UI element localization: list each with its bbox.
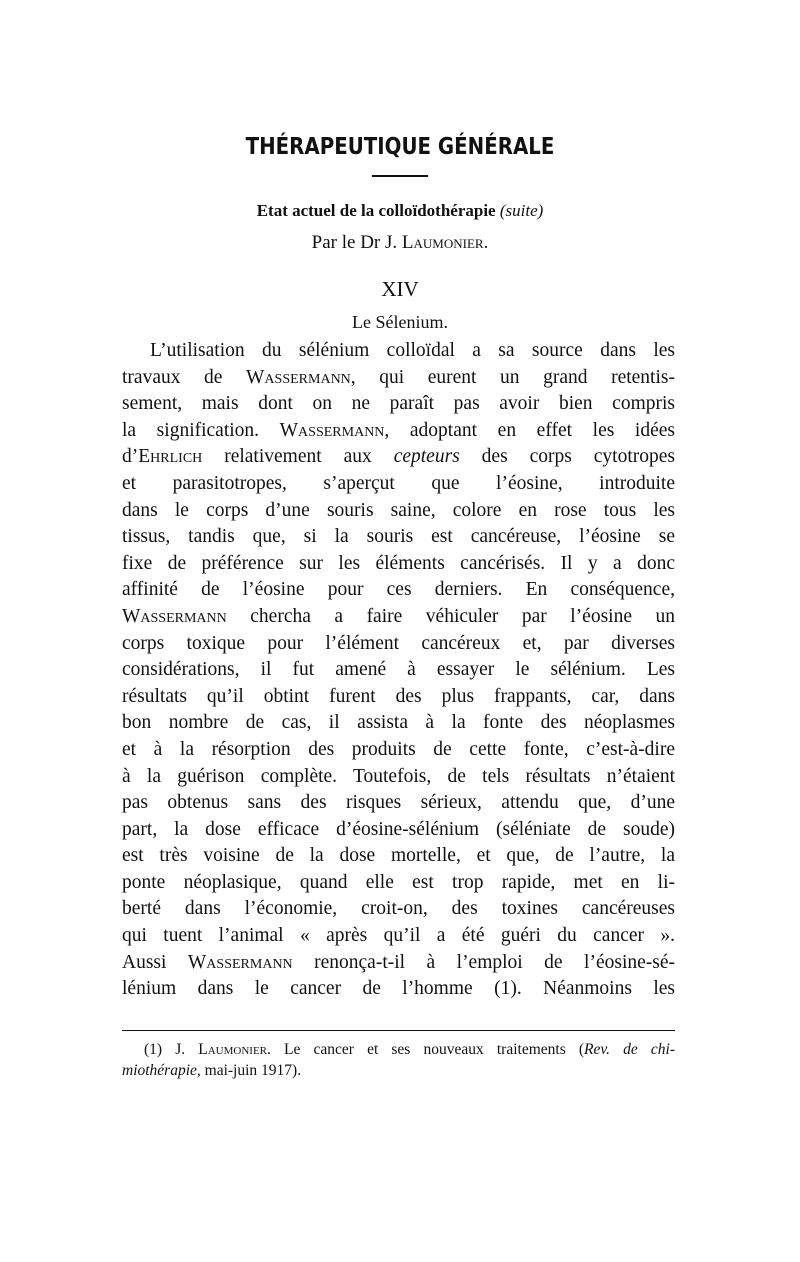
running-title: THÉRAPEUTIQUE GÉNÉRALE: [245, 134, 555, 160]
text-line: à la guérison complète. Toutefois, de tels résultats n’étaient: [122, 765, 675, 787]
footnote-author: Laumonier.: [198, 1041, 271, 1058]
text-line: est très voisine de la dose mortelle, et que, de l’autre, la: [122, 845, 675, 867]
title-rule: [372, 175, 428, 177]
text-line: tissus, tandis que, si la souris est cancéreuse, l’éosine se: [122, 526, 675, 548]
text-line: qui tuent l’animal « après qu’il a été guéri du cancer ».: [122, 925, 675, 947]
footnote-rule: [122, 1030, 675, 1031]
text-line: lénium dans le cancer de l’homme (1). Néanmoins les: [122, 978, 675, 1000]
text-line: part, la dose efficace d’éosine-sélénium (séléniate de soude): [122, 818, 675, 840]
text-line: berté dans l’économie, croit-on, des toxines cancéreuses: [122, 898, 675, 920]
text-line: sement, mais dont on ne paraît pas avoir bien compris: [122, 393, 675, 415]
author-name: Wassermann: [187, 951, 293, 973]
text-line: d’Ehrlich relativement aux cepteurs des corps cytotropes: [122, 446, 675, 468]
text-line: affinité de l’éosine pour ces derniers. En conséquence,: [122, 579, 675, 601]
text-line: Aussi Wassermann renonça-t-il à l’emploi de l’éosine-sé-: [122, 951, 675, 973]
byline-author: Laumonier.: [401, 232, 489, 253]
footnote-line: miothérapie, mai-juin 1917).: [122, 1062, 302, 1079]
byline: [0, 232, 800, 254]
article-title-suffix: (suite): [499, 201, 544, 220]
author-name: Ehrlich: [138, 446, 203, 468]
text-line: travaux de Wassermann, qui eurent un grand retentis-: [122, 366, 675, 388]
text-line: corps toxique pour l’élément cancéreux et, par diverses: [122, 632, 675, 654]
author-name: Wassermann: [246, 366, 351, 388]
author-name: Wassermann: [122, 605, 227, 627]
article-title-text: Etat actuel de la colloïdothérapie: [256, 201, 496, 220]
text-line: fixe de préférence sur les éléments cancérisés. Il y a donc: [122, 552, 675, 574]
body-text: [122, 338, 675, 1003]
article-title: [0, 201, 800, 221]
text-line: Wassermann chercha a faire véhiculer par l’éosine un: [122, 605, 675, 627]
byline-prefix: Par le Dr J.: [311, 232, 398, 253]
section-title: Le Sélenium.: [352, 312, 448, 332]
footnote-line: (1) J. Laumonier. Le cancer et ses nouveaux traitements (Rev. de chi-: [144, 1041, 675, 1058]
text-line: et parasitotropes, s’aperçut que l’éosine, introduite: [122, 472, 675, 494]
text-line: L’utilisation du sélénium colloïdal a sa source dans les: [150, 340, 675, 361]
text-line: pas obtenus sans des risques sérieux, attendu que, d’une: [122, 792, 675, 814]
text-line: considérations, il fut amené à essayer le sélénium. Les: [122, 659, 675, 681]
text-line: et à la résorption des produits de cette fonte, c’est-à-dire: [122, 738, 675, 760]
text-line: ponte néoplasique, quand elle est trop rapide, met en li-: [122, 871, 675, 893]
text-line: dans le corps d’une souris saine, colore en rose tous les: [122, 499, 675, 521]
text-line: la signification. Wassermann, adoptant en effet les idées: [122, 419, 675, 441]
text-line: bon nombre de cas, il assista à la fonte des néoplasmes: [122, 712, 675, 734]
author-name: Wassermann: [279, 419, 385, 441]
section-number: XIV: [381, 277, 419, 301]
text-line: résultats qu’il obtint furent des plus frappants, car, dans: [122, 685, 675, 707]
footnote: [122, 1039, 675, 1081]
